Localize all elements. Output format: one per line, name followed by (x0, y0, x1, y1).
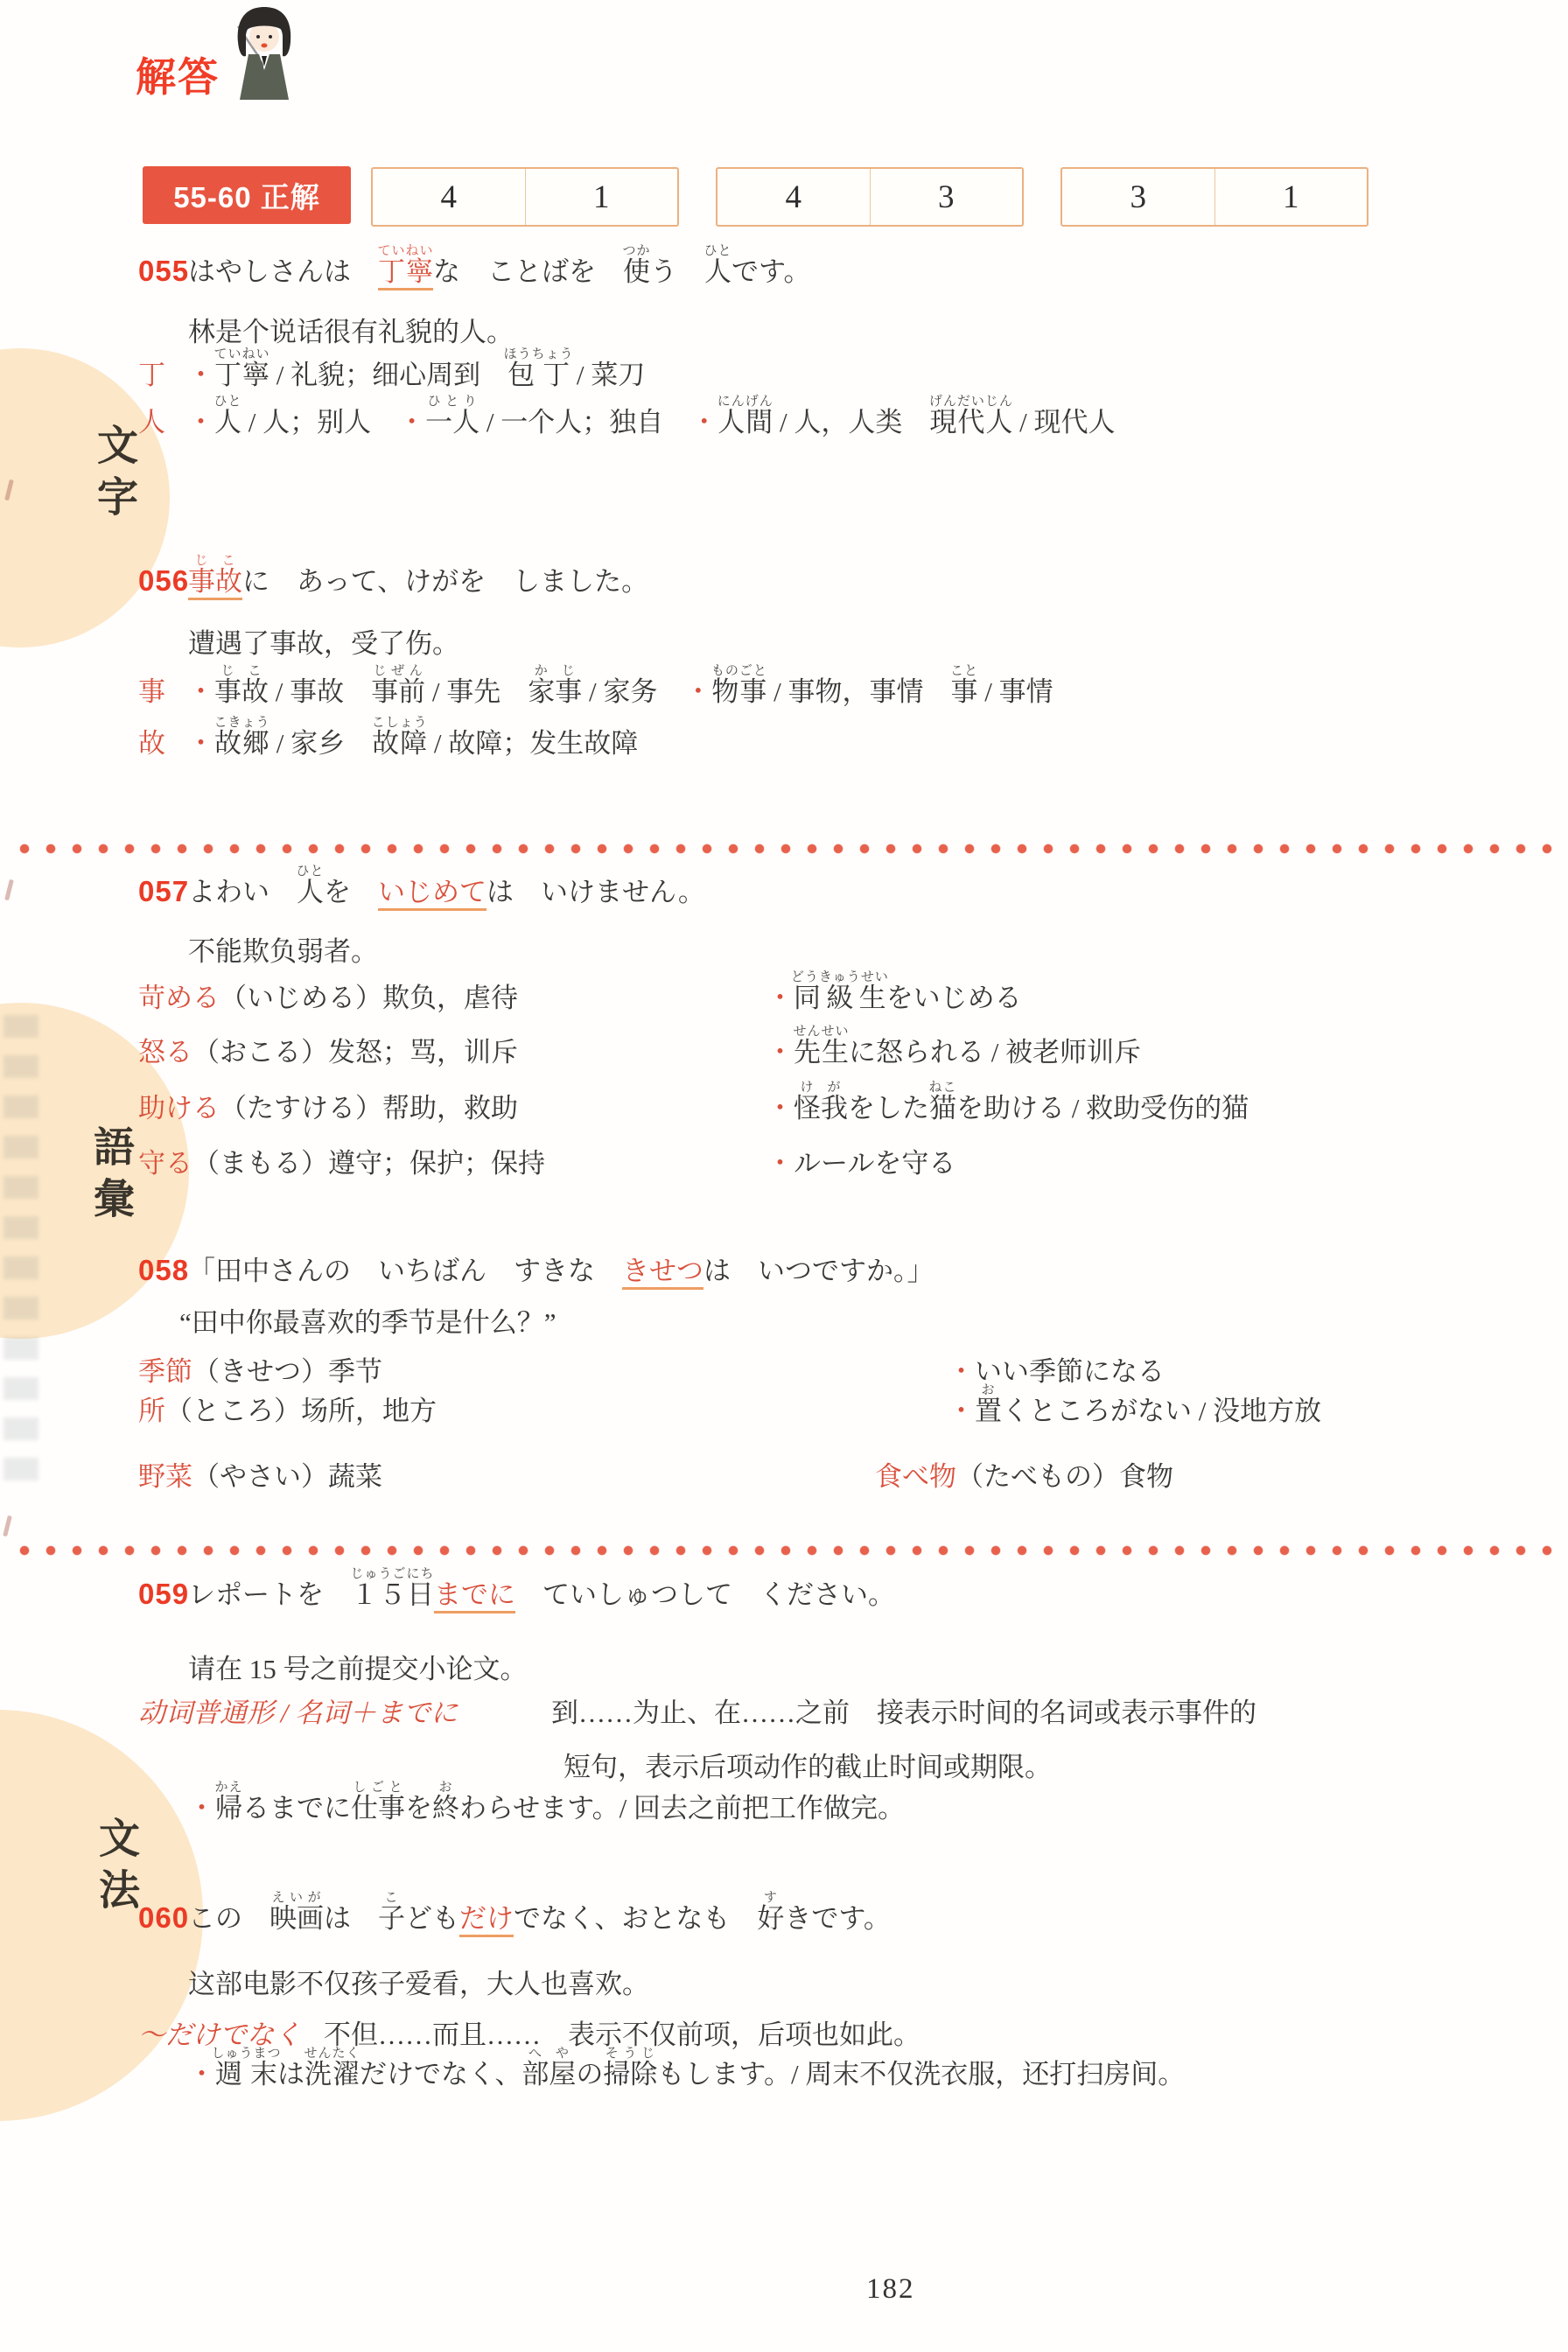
answer-cell: 3 (1130, 178, 1146, 215)
text: （たべもの）食物 (956, 1461, 1173, 1492)
text: を助ける / 救助受伤的猫 (956, 1093, 1250, 1124)
text-cell (138, 1394, 948, 1429)
question-line (138, 1567, 895, 1613)
furigana: ひとり (425, 395, 480, 409)
furigana: げんだいじん (928, 395, 1013, 409)
section-label-bunpo: 文法 (94, 1816, 140, 1920)
text: ども (405, 1903, 459, 1934)
ruby-word (528, 664, 583, 707)
red-text: 丁 (138, 360, 165, 390)
text: う (650, 256, 705, 287)
text-cell (948, 1383, 1321, 1429)
ruby-word (214, 716, 270, 759)
text: ルールを守る (794, 1148, 956, 1179)
text-line (138, 1696, 1256, 1785)
ruby-word (296, 864, 325, 907)
highlighted-answer-word: までに (434, 1579, 515, 1614)
answer-box (1060, 167, 1368, 227)
text: / 一个人；独自 (480, 407, 691, 438)
text-cell (138, 358, 187, 393)
furigana: ものごと (710, 664, 767, 678)
ruby-base: 事故 (188, 566, 242, 597)
text-line (138, 347, 645, 393)
question-number-cell (138, 1253, 188, 1289)
text: / 家务 (582, 676, 685, 707)
ruby-base: 丁寧 (377, 256, 434, 287)
text-cell (188, 1652, 528, 1687)
text: を (324, 877, 378, 907)
furigana: お (432, 1781, 459, 1795)
answer-cell: 1 (525, 169, 678, 225)
red-text: 助ける (138, 1093, 220, 1124)
text-cell (138, 1146, 766, 1181)
text-line (188, 2047, 1185, 2092)
answer-range-label: 55-60 正解 (143, 166, 351, 224)
ruby-base: 洗濯 (304, 2059, 360, 2090)
text: （たすける）帮助，救助 (220, 1093, 518, 1124)
question-number-cell (138, 564, 188, 599)
red-text: 动词普通形 / 名词＋までに (138, 1698, 458, 1728)
answer-cell: 4 (785, 178, 802, 215)
dotted-divider (19, 1545, 1568, 1557)
text-cell (138, 1035, 766, 1070)
ruby-base: 丁寧 (214, 360, 270, 390)
question-number: 060 (138, 1901, 190, 1934)
text-line (138, 1081, 1249, 1126)
text-line (138, 1025, 1141, 1070)
ruby-base: 好 (757, 1903, 785, 1934)
ruby-base: 現代人 (928, 407, 1013, 438)
question-number: 058 (138, 1254, 190, 1286)
question-line (138, 554, 648, 599)
text: いい季節になる (975, 1356, 1165, 1387)
text: な ことばを (433, 256, 624, 287)
red-text: ・ (398, 407, 426, 438)
section-label-moji: 文字 (92, 424, 138, 527)
answer-cell: 3 (870, 169, 1023, 225)
red-text: 所 (138, 1396, 165, 1426)
ruby-word (503, 347, 574, 390)
text: 这部电影不仅孩子爱看，大人也喜欢。 (188, 1969, 649, 1999)
furigana: しゅうまつ (211, 2047, 282, 2061)
red-text: ・ (187, 728, 214, 759)
furigana: しごと (351, 1781, 405, 1795)
dotted-divider (19, 844, 1568, 855)
section-label-goi: 語彙 (88, 1125, 135, 1228)
question-number-cell (138, 254, 188, 290)
text-cell (187, 716, 638, 761)
text-cell (551, 1696, 1256, 1785)
text-line (138, 1383, 1321, 1429)
red-text: ・ (948, 1396, 975, 1426)
ruby-base: 人間 (717, 407, 774, 438)
text: よわい (188, 877, 297, 907)
red-text: ・ (187, 407, 214, 438)
ruby-word (371, 664, 426, 707)
ink-mark (4, 879, 14, 900)
furigana: お (975, 1383, 1002, 1397)
ruby-word (406, 1567, 435, 1610)
ruby-base: 帰 (214, 1793, 243, 1824)
ruby-word (214, 1781, 243, 1824)
ruby-base: 先生 (793, 1037, 850, 1068)
furigana: ていねい (377, 244, 434, 258)
text: るまでに (242, 1793, 351, 1824)
text-line (188, 1781, 905, 1826)
text: （おこる）发怒；骂，训斥 (192, 1037, 518, 1068)
text: は いけません。 (486, 877, 705, 907)
ruby-base: 故障 (371, 728, 428, 759)
text: / 事物，事情 (766, 676, 951, 707)
text-cell (188, 554, 648, 599)
ruby-word (432, 1781, 459, 1824)
text: / 故障；发生故障 (427, 728, 639, 759)
text-line (188, 1652, 528, 1687)
ruby-word (351, 1781, 405, 1824)
text: / 现代人 (1012, 407, 1116, 438)
ruby-word (790, 970, 889, 1013)
ruby-base: 事前 (371, 676, 426, 707)
ink-mark (3, 1516, 12, 1536)
text: をした (848, 1093, 929, 1124)
red-text: ・ (690, 407, 718, 438)
ruby-base: 猫 (928, 1093, 957, 1124)
text: （やさい）蔬菜 (192, 1461, 382, 1492)
answer-box (371, 167, 679, 227)
text: / 礼貌；细心周到 (270, 360, 508, 390)
ruby-word (270, 1891, 324, 1934)
red-text: ・ (766, 983, 794, 1013)
text: / 事故 (269, 676, 372, 707)
text: もします。/ 周末不仅洗衣服，还打扫房间。 (657, 2059, 1186, 2090)
ruby-word (928, 1081, 957, 1124)
text: の (576, 2059, 604, 2090)
furigana: かえ (214, 1781, 243, 1795)
ruby-word (304, 2047, 360, 2090)
text: 不能欺负弱者。 (188, 936, 378, 967)
text-cell (875, 1460, 1173, 1494)
page-title: 解答 (136, 54, 220, 100)
text: （ところ）场所，地方 (165, 1396, 437, 1426)
red-text: 野菜 (138, 1461, 192, 1492)
text-cell (138, 726, 187, 761)
question-number: 057 (138, 875, 190, 907)
ruby-word (622, 244, 651, 287)
ruby-base: 部屋 (522, 2059, 577, 2090)
text-cell (766, 1025, 1141, 1070)
furigana: ひと (214, 395, 242, 409)
text-cell (138, 1091, 766, 1126)
furigana: へや (522, 2047, 577, 2061)
ruby-word (603, 2047, 658, 2090)
furigana: せんたく (304, 2047, 360, 2061)
highlighted-answer-word (377, 244, 434, 290)
text: は いつですか。」 (704, 1256, 934, 1286)
question-line (138, 864, 705, 910)
highlighted-answer-word: いじめて (378, 877, 486, 911)
ruby-base: 日 (406, 1579, 435, 1610)
red-text: ・ (766, 1037, 794, 1068)
ruby-base: 同級生 (790, 983, 889, 1013)
text-line (138, 970, 1022, 1016)
text-line (188, 934, 378, 970)
text: きです。 (784, 1903, 891, 1934)
ruby-word (371, 716, 428, 759)
text-line (138, 716, 638, 761)
text-cell (187, 395, 1116, 440)
text-cell (188, 626, 459, 662)
wrapped-text-line: 短句，表示后项动作的截止时间或期限。 (564, 1752, 1052, 1782)
furigana: そうじ (603, 2047, 658, 2061)
question-line (138, 1891, 891, 1936)
text-cell (187, 347, 645, 393)
text-line (188, 626, 459, 662)
text: は (277, 2059, 305, 2090)
text: です。 (732, 256, 811, 287)
ruby-word (793, 1025, 850, 1068)
teacher-girl-illustration (219, 2, 310, 105)
furigana: かじ (528, 664, 583, 678)
text: / 人，人类 (773, 407, 930, 438)
ruby-base: 終 (432, 1793, 459, 1824)
text-line (138, 1460, 1173, 1494)
furigana: ねこ (928, 1081, 957, 1095)
text: だけでなく、 (360, 2059, 522, 2090)
text: をいじめる (886, 983, 1022, 1013)
text: ていしゅつして ください。 (515, 1579, 896, 1610)
text-cell (766, 970, 1022, 1016)
ruby-word (425, 395, 480, 438)
red-text: ・ (187, 360, 214, 390)
furigana: ほうちょう (503, 347, 574, 361)
ruby-base: 人 (704, 256, 732, 287)
ruby-base: 週末 (211, 2059, 282, 2090)
text-cell (766, 1081, 1249, 1126)
ruby-word (794, 1081, 848, 1124)
furigana: にち (406, 1567, 435, 1581)
furigana: じゅうご (350, 1567, 407, 1581)
ruby-base: 子 (378, 1903, 405, 1934)
red-text: 食べ物 (875, 1461, 956, 1492)
ruby-word (378, 1891, 405, 1934)
text: / 事情 (977, 676, 1054, 707)
ruby-base: 人 (214, 407, 242, 438)
text: 「田中さんの いちばん すきな (188, 1256, 622, 1286)
text: “田中你最喜欢的季节是什么？” (179, 1307, 556, 1338)
question-number: 056 (138, 564, 190, 597)
ruby-base: 仕事 (351, 1793, 405, 1824)
text: でなく、おとなも (514, 1903, 758, 1934)
text: に怒られる / 被老师训斥 (849, 1037, 1142, 1068)
question-number: 059 (138, 1578, 190, 1610)
question-number-cell (138, 1900, 188, 1936)
red-text: 故 (138, 728, 165, 759)
furigana: ひと (704, 244, 732, 258)
text-line (179, 1306, 556, 1340)
text-cell (188, 1567, 895, 1613)
red-text: 事 (138, 676, 165, 707)
furigana: こきょう (214, 716, 270, 730)
text: を (405, 1793, 432, 1824)
text-line (138, 395, 1116, 440)
ruby-base: 故郷 (214, 728, 270, 759)
red-text: ・ (766, 1093, 794, 1124)
furigana: つか (622, 244, 651, 258)
ruby-base: 一人 (425, 407, 480, 438)
furigana: どうきゅうせい (790, 970, 889, 984)
text-line (188, 315, 514, 350)
red-text: 苛める (138, 983, 220, 1013)
ruby-base: １５ (350, 1579, 407, 1610)
red-text: 人 (138, 407, 165, 438)
red-text: ・ (948, 1356, 975, 1387)
text: に あって、けがを しました。 (242, 566, 649, 597)
ruby-word (350, 1567, 407, 1610)
text-cell (188, 244, 811, 290)
ruby-base: 掃除 (603, 2059, 658, 2090)
text-cell (179, 1306, 556, 1340)
text-cell (188, 934, 378, 970)
text-line (138, 1146, 956, 1181)
ruby-base: 家事 (528, 676, 583, 707)
ruby-word (928, 395, 1013, 438)
text-cell (188, 315, 514, 350)
text: はやしさんは (188, 256, 378, 287)
highlighted-answer-word: だけ (459, 1903, 514, 1937)
red-text: 守る (138, 1148, 192, 1179)
answer-box (716, 167, 1024, 227)
furigana: こ (378, 1891, 405, 1905)
answer-cell: 4 (440, 178, 457, 215)
text-cell (188, 2047, 1185, 2092)
ruby-base: 包丁 (503, 360, 574, 390)
question-number-cell (138, 1577, 188, 1613)
furigana: にんげん (717, 395, 774, 409)
furigana: ていねい (214, 347, 270, 361)
text-cell (138, 1460, 875, 1494)
furigana: す (757, 1891, 785, 1905)
furigana: こしょう (371, 716, 428, 730)
question-number: 055 (138, 255, 190, 287)
text: わらせます。/ 回去之前把工作做完。 (459, 1793, 905, 1824)
text-cell (188, 1254, 934, 1289)
text-line (138, 664, 1054, 710)
red-text: ・ (188, 2059, 215, 2090)
ruby-base: 置 (975, 1396, 1002, 1426)
ruby-base: 事 (950, 676, 979, 707)
text: レポートを (188, 1579, 351, 1610)
ruby-base: 映画 (270, 1903, 324, 1934)
text-cell (188, 864, 705, 910)
highlighted-answer-word: きせつ (622, 1256, 704, 1290)
red-text: 怒る (138, 1037, 192, 1068)
red-text: ・ (187, 676, 214, 707)
ruby-word (717, 395, 774, 438)
text: / 家乡 (270, 728, 373, 759)
ruby-word (757, 1891, 785, 1934)
text-cell (188, 1781, 905, 1826)
furigana: じぜん (371, 664, 426, 678)
furigana: せんせい (793, 1025, 850, 1039)
text-cell (187, 664, 1054, 710)
text-cell (138, 405, 187, 440)
text-cell (138, 1696, 551, 1731)
ruby-word (214, 347, 270, 390)
text-cell (188, 1967, 649, 2002)
question-number-cell (138, 874, 188, 910)
ruby-word (710, 664, 767, 707)
ruby-word (950, 664, 979, 707)
page-number: 182 (866, 2273, 915, 2305)
red-text: 季節 (138, 1356, 192, 1387)
question-line (138, 1253, 934, 1289)
ruby-word (975, 1383, 1002, 1426)
furigana: じこ (214, 664, 269, 678)
ruby-word (214, 395, 242, 438)
text: / 事先 (425, 676, 528, 707)
furigana: けが (794, 1081, 848, 1095)
text: この (188, 1903, 270, 1934)
ruby-word (211, 2047, 282, 2090)
text: / 人；别人 (242, 407, 399, 438)
text: 林是个说话很有礼貌的人。 (188, 317, 514, 347)
ruby-base: 人 (296, 877, 325, 907)
text-cell (766, 1146, 956, 1181)
text-line (188, 1967, 649, 2002)
furigana: えいが (270, 1891, 324, 1905)
text: 遭遇了事故，受了伤。 (188, 628, 459, 659)
red-text: ～だけでなく (138, 2020, 301, 2050)
text: 不但……而且…… 表示不仅前项，后项也如此。 (324, 2020, 920, 2050)
text: （いじめる）欺负，虐待 (220, 983, 518, 1013)
page-bleed-artifact (4, 1015, 38, 1488)
ruby-word (704, 244, 732, 287)
text: / 菜刀 (570, 360, 646, 390)
text: は (324, 1903, 378, 1934)
furigana: じこ (188, 554, 242, 568)
text: （きせつ）季节 (192, 1356, 382, 1387)
text-cell (138, 981, 766, 1016)
ruby-base: 使 (622, 256, 651, 287)
wrapped-text-line: 到……为止、在……之前 接表示时间的名词或表示事件的 (551, 1698, 1256, 1728)
furigana: こと (950, 664, 979, 678)
highlighted-answer-word (188, 554, 242, 600)
red-text: ・ (684, 676, 712, 707)
red-text: ・ (766, 1148, 794, 1179)
ruby-word (522, 2047, 577, 2090)
text: くところがない / 没地方放 (1002, 1396, 1322, 1426)
answer-cell: 1 (1214, 169, 1368, 225)
text: （まもる）遵守；保护；保持 (192, 1148, 545, 1179)
ruby-base: 怪我 (794, 1093, 848, 1124)
section-circle-moji (0, 348, 170, 648)
text: 请在 15 号之前提交小论文。 (188, 1654, 528, 1684)
question-line (138, 244, 811, 290)
red-text: ・ (188, 1793, 215, 1824)
ruby-word (214, 664, 269, 707)
ruby-base: 事故 (214, 676, 269, 707)
furigana: ひと (296, 864, 325, 878)
text-cell (188, 1891, 891, 1936)
text-cell (138, 675, 187, 710)
ruby-base: 物事 (710, 676, 767, 707)
